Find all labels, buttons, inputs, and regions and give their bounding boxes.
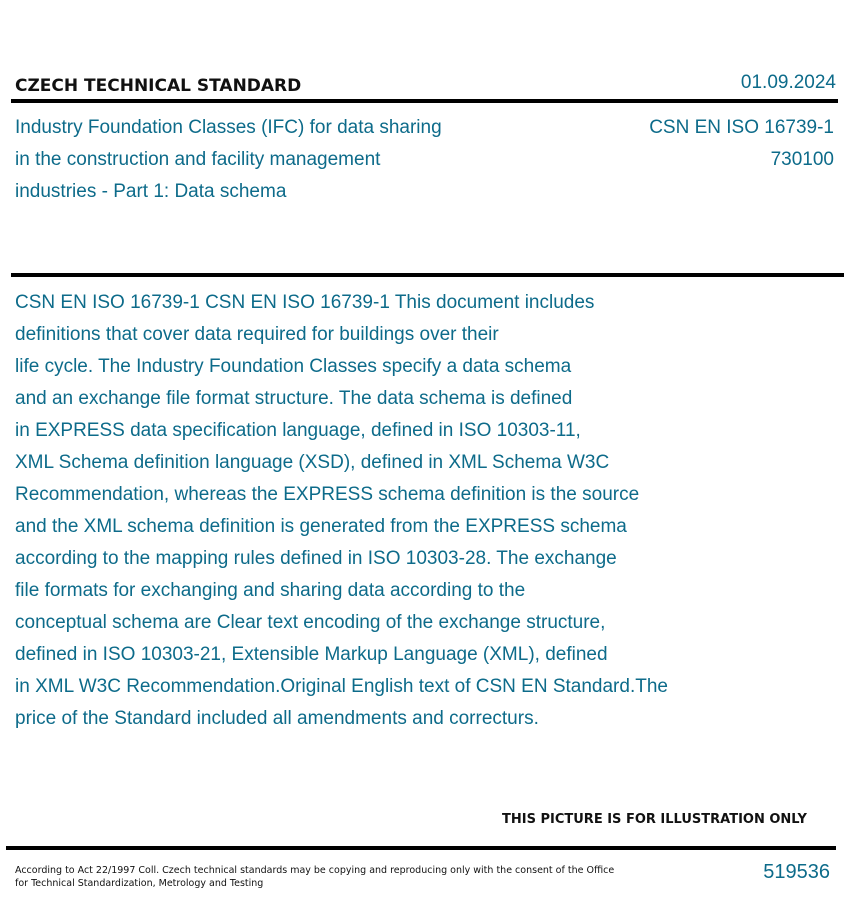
abstract-line: defined in ISO 10303-21, Extensible Markup Language (XML), defined [15,644,608,665]
copyright-line: for Technical Standardization, Metrology and Testing [15,878,264,889]
title-divider [11,273,844,277]
standard-type-label: CZECH TECHNICAL STANDARD [15,76,302,96]
abstract-text [15,287,855,735]
abstract-line: XML Schema definition language (XSD), defined in XML Schema W3C [15,452,610,473]
standard-designation: CSN EN ISO 16739-1 [649,117,834,138]
catalog-number: 519536 [763,861,830,883]
copyright-line: According to Act 22/1997 Coll. Czech technical standards may be copying and reproducing only with the consent of the Office [15,865,615,876]
document-title [15,112,535,208]
title-line: industries - Part 1: Data schema [15,181,287,202]
standard-identifiers [649,112,834,176]
abstract-line: conceptual schema are Clear text encoding of the exchange structure, [15,612,606,633]
title-line: Industry Foundation Classes (IFC) for data sharing [15,117,442,138]
abstract-line: CSN EN ISO 16739-1 CSN EN ISO 16739-1 This document includes [15,292,595,313]
footer-divider [6,846,836,850]
abstract-line: in XML W3C Recommendation.Original English text of CSN EN Standard.The [15,676,668,697]
abstract-line: and an exchange file format structure. The data schema is defined [15,388,573,409]
header-divider [11,99,838,103]
abstract-line: Recommendation, whereas the EXPRESS schema definition is the source [15,484,640,505]
abstract-line: according to the mapping rules defined in ISO 10303-28. The exchange [15,548,617,569]
abstract-line: in EXPRESS data specification language, defined in ISO 10303-11, [15,420,581,441]
illustration-disclaimer: THIS PICTURE IS FOR ILLUSTRATION ONLY [502,812,807,827]
title-line: in the construction and facility management [15,149,381,170]
abstract-line: file formats for exchanging and sharing data according to the [15,580,526,601]
abstract-line: life cycle. The Industry Foundation Classes specify a data schema [15,356,572,377]
publication-date: 01.09.2024 [740,72,836,93]
classification-code: 730100 [770,149,834,170]
abstract-line: definitions that cover data required for buildings over their [15,324,499,345]
abstract-line: price of the Standard included all amendments and correcturs. [15,708,539,729]
abstract-line: and the XML schema definition is generated from the EXPRESS schema [15,516,627,537]
copyright-notice [15,864,615,890]
